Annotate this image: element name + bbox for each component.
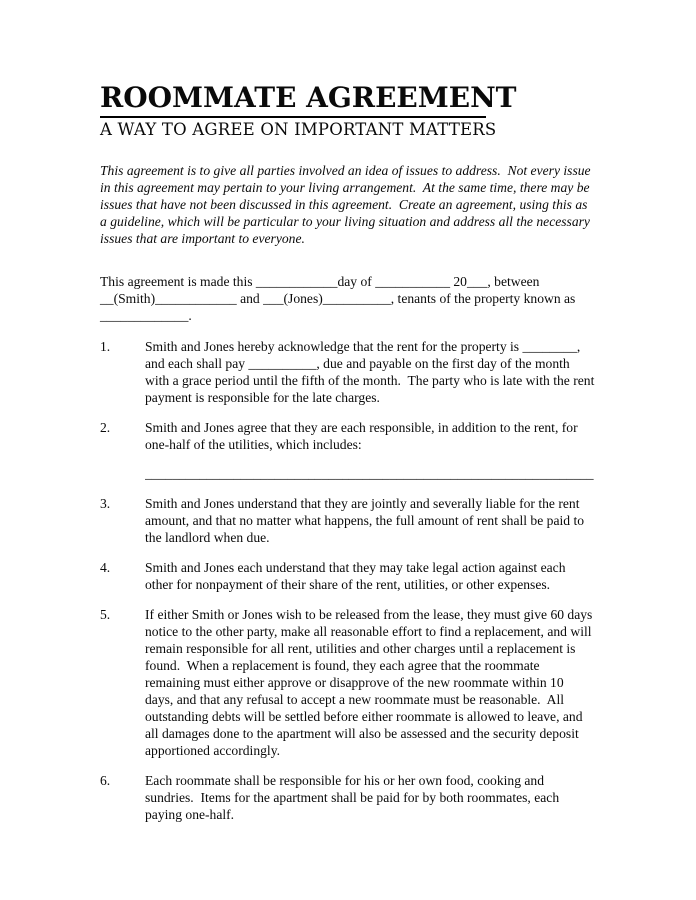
clause-text: Smith and Jones hereby acknowledge that the rent for the property is ________, and each shall pay __________, due and payable on the first day of the month with a grace period until the fifth of the month. The party who is late with the rent payment is responsible for the late charges. <box>145 339 598 406</box>
title-rule <box>100 116 486 118</box>
document-subtitle: A WAY TO AGREE ON IMPORTANT MATTERS <box>100 120 497 139</box>
clause-text: Smith and Jones each understand that they may take legal action against each other for nonpayment of their share of the rent, utilities, or other expenses. <box>145 560 569 593</box>
clause-item-3 <box>100 495 595 546</box>
preamble-paragraph: This agreement is made this ____________day of ___________ 20___, between __(Smith)____________ and ___(Jones)__________, tenants of the property known as _____________. <box>100 274 579 324</box>
clause-text: Smith and Jones agree that they are each responsible, in addition to the rent, for one-half of the utilities, which includes: <box>145 420 582 453</box>
clause-number: 1. <box>100 339 111 355</box>
clause-text: Smith and Jones understand that they are jointly and severally liable for the rent amount, and that no matter what happens, the full amount of rent shall be paid to the landlord when due. <box>145 496 588 546</box>
clause-number: 4. <box>100 560 111 576</box>
clause-item-6 <box>100 772 595 823</box>
clause-number: 2. <box>100 420 111 436</box>
document-title: ROOMMATE AGREEMENT <box>100 81 517 114</box>
clause-number: 6. <box>100 773 111 789</box>
clause-item-2 <box>100 419 595 482</box>
clause-text: If either Smith or Jones wish to be released from the lease, they must give 60 days notice to the other party, make all reasonable effort to find a replacement, and will remain responsible for all rent, utilities and other charges until a replacement is found. When a replacement is found, they each agree that the roommate remaining must either approve or disapprove of the new roommate within 10 days, and that any refusal to accept a new roommate must be reasonable. All outstanding debts will be settled before either roommate is allowed to leave, and all damages done to the apartment will also be assessed and the security deposit apportioned accordingly. <box>145 607 596 759</box>
clause-text: Each roommate shall be responsible for his or her own food, cooking and sundries. Items for the apartment shall be paid for by both roommates, each paying one-half. <box>145 773 563 823</box>
intro-paragraph: This agreement is to give all parties involved an idea of issues to address. Not every issue in this agreement may pertain to your living arrangement. At the same time, there may be issues that have not been discussed in this agreement. Create an agreement, using this as a guideline, which will be particular to your living situation and address all the necessary issues that are important to everyone. <box>100 163 594 247</box>
clause-list <box>100 338 598 823</box>
clause-item-4 <box>100 559 595 593</box>
clause-number: 5. <box>100 607 111 623</box>
clause-item-1 <box>100 338 598 406</box>
clause-blank-line: __________________________________________________________________ <box>145 466 594 482</box>
document-header <box>100 81 595 139</box>
clause-item-5 <box>100 606 595 759</box>
clause-number: 3. <box>100 496 111 512</box>
